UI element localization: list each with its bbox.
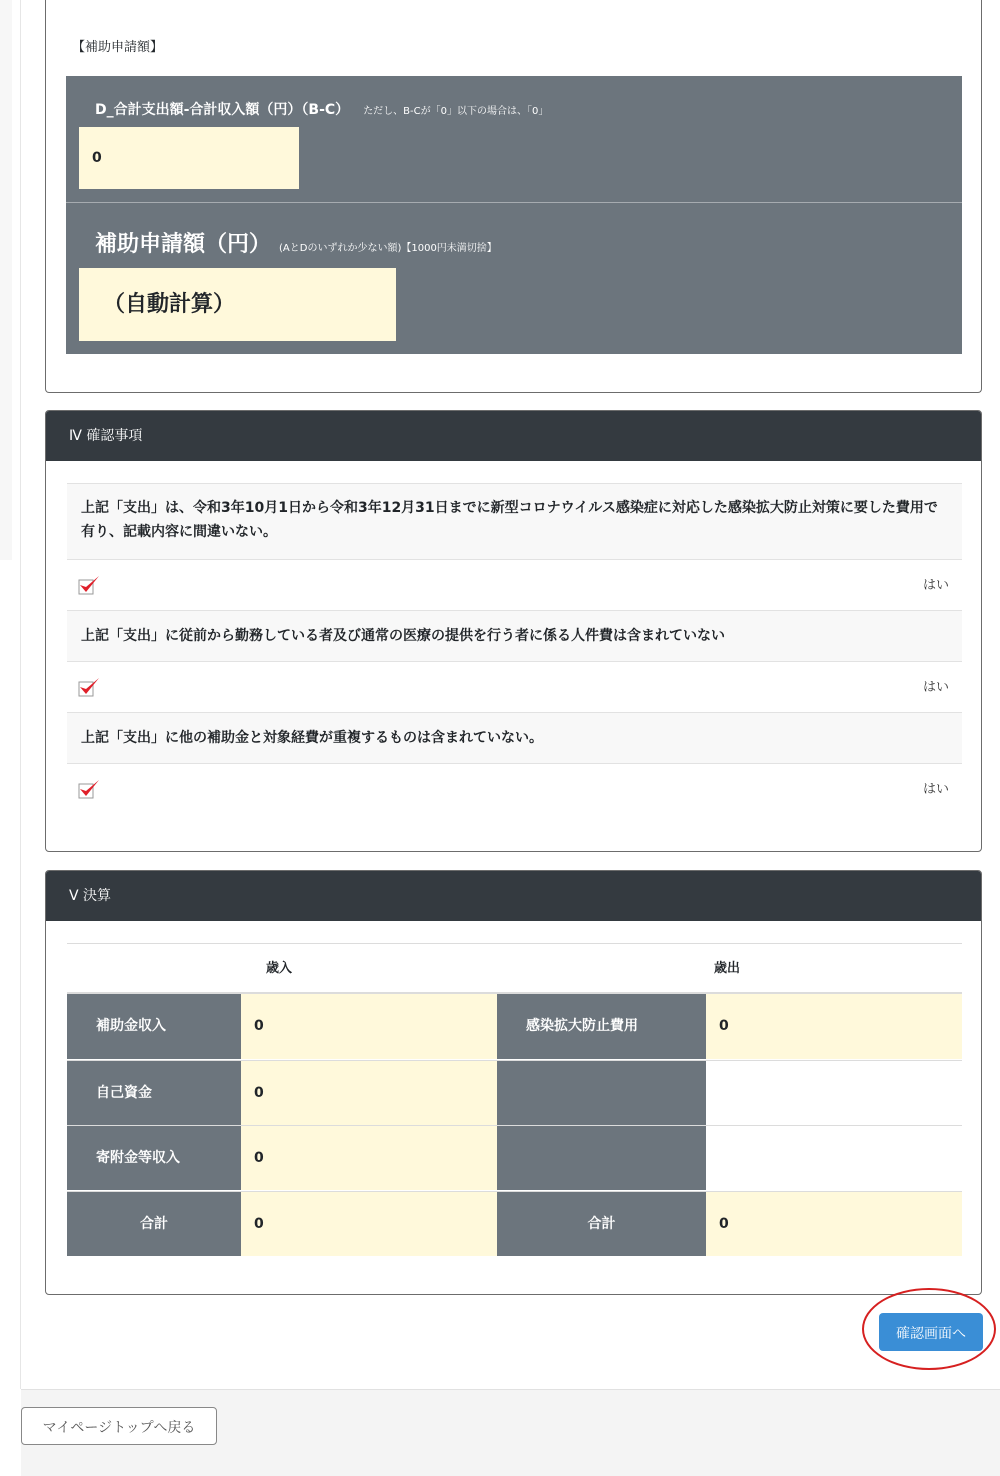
income-label: 寄附金等収入 <box>67 1125 241 1190</box>
expense-label <box>497 1125 706 1190</box>
confirm-question-1: 上記「支出」は、令和3年10月1日から令和3年12月31日までに新型コロナウイルス感染症に対応した感染拡大防止対策に要した費用で有り、記載内容に間違いない。 <box>67 483 962 559</box>
frame-border <box>20 0 21 1389</box>
confirm-screen-button[interactable]: 確認画面へ <box>879 1313 983 1351</box>
income-total-value: 0 <box>241 1191 497 1256</box>
confirmation-header: Ⅳ 確認事項 <box>46 411 981 461</box>
income-value: 0 <box>241 994 497 1059</box>
income-value: 0 <box>241 1125 497 1190</box>
confirm-answer-row-2[interactable] <box>67 661 962 712</box>
d-amount-note: ただし、B-Cが「0」以下の場合は、「0」 <box>363 106 549 117</box>
checkmark-icon[interactable] <box>77 674 101 698</box>
expense-header: 歳出 <box>714 961 741 976</box>
confirm-answer-row-3[interactable] <box>67 763 962 814</box>
d-amount-block <box>66 76 962 202</box>
expense-total-label: 合計 <box>497 1191 706 1256</box>
total-row <box>67 1191 962 1256</box>
checkmark-icon[interactable] <box>77 572 101 596</box>
expense-value <box>706 1060 962 1125</box>
back-to-mypage-button[interactable]: マイページトップへ戻る <box>21 1407 217 1445</box>
table-row <box>67 994 962 1059</box>
request-amount-value: （自動計算） <box>79 268 396 341</box>
income-label: 自己資金 <box>67 1060 241 1125</box>
d-amount-value: 0 <box>79 127 299 189</box>
settlement-card <box>45 870 982 1295</box>
confirm-answer-1: はい <box>922 578 949 593</box>
confirm-answer-2: はい <box>922 680 949 695</box>
request-amount-label <box>95 227 497 258</box>
request-amount-block <box>66 203 962 354</box>
d-amount-label <box>95 99 548 119</box>
confirm-answer-3: はい <box>922 782 949 797</box>
confirm-answer-row-1[interactable] <box>67 559 962 610</box>
confirm-question-3: 上記「支出」に他の補助金と対象経費が重複するものは含まれていない。 <box>67 712 962 763</box>
expense-value <box>706 1125 962 1190</box>
request-amount-note: (AとDのいずれか少ない額)【1000円未満切捨】 <box>279 243 497 254</box>
expense-label: 感染拡大防止費用 <box>497 994 706 1059</box>
income-value: 0 <box>241 1060 497 1125</box>
table-row <box>67 1125 962 1190</box>
d-amount-label-text: D_合計支出額-合計収入額（円）（B-C） <box>95 102 350 118</box>
confirm-question-2: 上記「支出」に従前から勤務している者及び通常の医療の提供を行う者に係る人件費は含まれていない <box>67 610 962 661</box>
settlement-header: Ⅴ 決算 <box>46 871 981 921</box>
income-label: 補助金収入 <box>67 994 241 1059</box>
settlement-table-head <box>67 943 962 994</box>
left-band <box>0 0 12 560</box>
income-total-label: 合計 <box>67 1191 241 1256</box>
table-row <box>67 1060 962 1125</box>
expense-total-value: 0 <box>706 1191 962 1256</box>
income-header: 歳入 <box>266 961 293 976</box>
expense-value: 0 <box>706 994 962 1059</box>
expense-label <box>497 1060 706 1125</box>
checkmark-icon[interactable] <box>77 776 101 800</box>
subsidy-section-title: 【補助申請額】 <box>72 40 164 55</box>
request-amount-label-text: 補助申請額（円） <box>95 232 272 257</box>
confirmation-card <box>45 410 982 852</box>
